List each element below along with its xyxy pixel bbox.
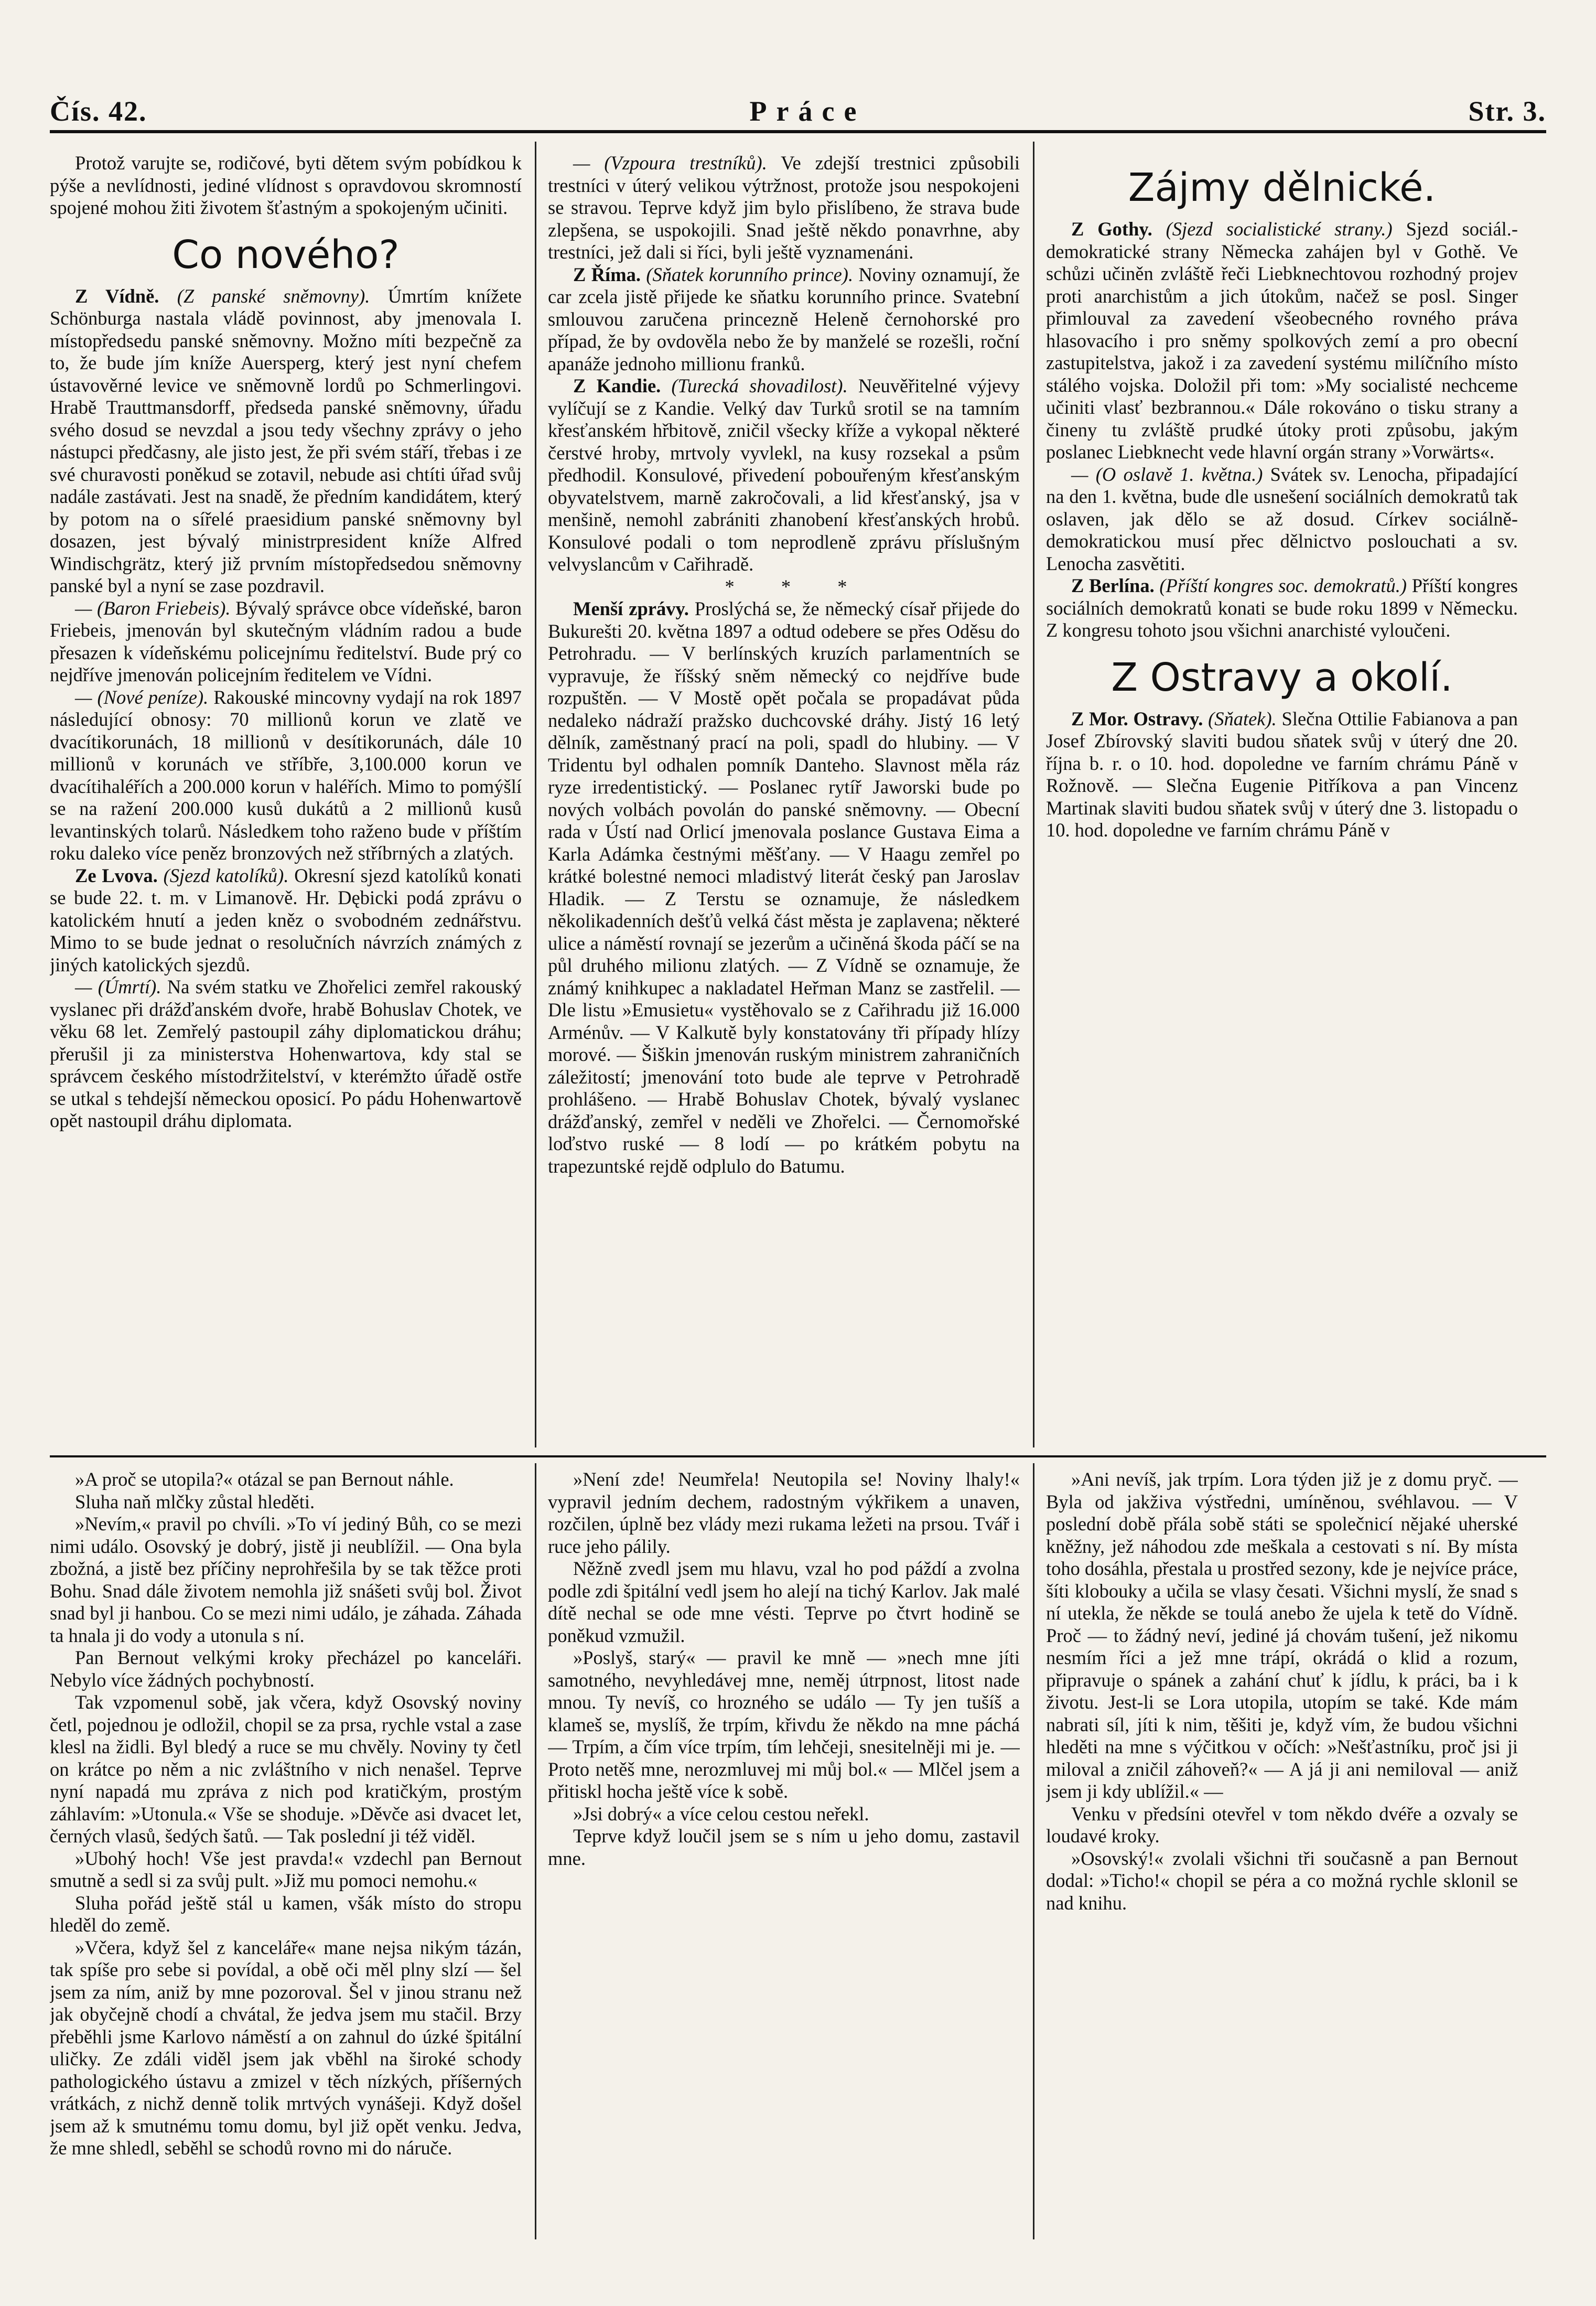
page-number: Str. 3. (1468, 95, 1546, 127)
intro-paragraph: Protož varujte se, rodičové, byti dětem svým pobídkou k pýše a nevlídnosti, jediné vlídnost s opravdovou skromností spojené mohou žiti životem šťastným a spokojeným učiniti. (50, 152, 522, 218)
news-item: — (Vzpoura trestníků). Ve zdejší trestnici způsobili trestníci v úterý velikou výtržnost, protože jsou nespokojeni se stravou. Teprve když jim bylo přislíbeno, že strava bude zlepšena, se uspokojili. Snad ještě někdo ponavrhne, aby trestníci, jež dali si říci, byli ještě vyznamenáni. (548, 152, 1020, 263)
section-heading-news: Co nového? (172, 232, 400, 277)
story-paragraph: »Jsi dobrý« a více celou cestou neřekl. (573, 1803, 869, 1825)
story-paragraph: Venku v předsíni otevřel v tom někdo dvéře a ozvaly se loudavé kroky. (1046, 1803, 1518, 1847)
story-paragraph: »Osovský!« zvolali všichni tři současně a pan Bernout dodal: »Ticho!« chopil se péra a co možná rychle sklonil se nad knihu. (1046, 1847, 1518, 1914)
column-divider (1033, 1463, 1034, 2239)
news-column-2 (548, 152, 1020, 1442)
news-item: Z Říma. (Sňatek korunního prince). Noviny oznamují, že car zcela jistě přijede ke sňatku korunního prince. Svatební smlouvou zaručena princezně Heleně černohorské pro případ, že by ovdověla nebo že by manželé se rozešli, roční apanáže jednoho millionu franků. (548, 263, 1020, 374)
news-item: — (O oslavě 1. května.) Svátek sv. Lenocha, připadající na den 1. května, bude dle usnešení sociálních demokratů tak oslaven, jak dělo se až dosud. Církev sociálně-demokratickou musí přec dělnictvo poslouchati a sv. Lenocha zasvětiti. (1046, 463, 1518, 574)
story-paragraph: Sluha pořád ještě stál u kamen, všák místo do stropu hleděl do země. (50, 1892, 522, 1936)
feuilleton-rule (50, 1455, 1546, 1457)
column-divider (1033, 142, 1034, 1447)
story-paragraph: Pan Bernout velkými kroky přecházel po kanceláři. Nebylo více žádných pochybností. (50, 1647, 522, 1691)
header-rule (50, 130, 1546, 133)
story-column-3 (1046, 1468, 1518, 2234)
story-paragraph: »Není zde! Neumřela! Neutopila se! Noviny lhaly!« vypravil jedním dechem, radostným výkřikem a unaven, rozčilen, úplně bez vlády mezi rukama ležeti na prsou. Tvář i ruce jeho pálily. (548, 1468, 1020, 1557)
news-item: — (Úmrtí). Na svém statku ve Zhořelici zemřel rakouský vyslanec při drážďanském dvoře, hrabě Bohuslav Chotek, ve věku 68 let. Zemřelý pastoupil záhy diplomatickou dráhu; přerušil ji za ministerstva Hohenwartova, kdy stal se správcem českého místodržitelství, v kterémžto úřadě ostře se utkal s tehdejší německou oposicí. Po pádu Hohenwartově opět nastoupil dráhu diplomata. (50, 976, 522, 1131)
page-header (50, 88, 1546, 127)
section-heading-ostrava: Z Ostravy a okolí. (1111, 655, 1453, 700)
news-item: Z Berlína. (Příští kongres soc. demokratů.) Příští kongres sociálních demokratů konati se bude roku 1899 v Německu. Z kongresu tohoto jsou všichni anarchisté vyloučeni. (1046, 575, 1518, 641)
story-paragraph: Tak vzpomenul sobě, jak včera, když Osovský noviny četl, pojednou je odložil, chopil se za prsa, rychle vstal a zase klesl na židli. Byl bledý a ruce se mu chvěly. Noviny ty četl on krátce po něm a nic zvláštního v nich nenašel. Teprve nyní napadá mu zpráva z nich pod kratičkým, prostým záhlavím: »Utonula.« Vše se shoduje. »Děvče asi dvacet let, černých vlasů, šedých šatů. — Tak poslední ji též viděl. (50, 1691, 522, 1847)
news-item: — (Nové peníze). Rakouské mincovny vydají na rok 1897 následující obnosy: 70 millionů korun ve zlatě ve dvacítikorunách, 18 millionů v desítikorunách, dále 10 millionů v korunách ve stříbře, 3,100.000 korun ve dvacítihaléřích a 200.000 korun v haléřích. Mimo to pomýšlí se na ražení 200.000 kusů dukátů a 2 millionů kusů levantinských tolarů. Následkem toho raženo bude v příštím roku daleko více peněz bronzových než stříbrných a zlatých. (50, 686, 522, 864)
news-item: — (Baron Friebeis). Bývalý správce obce vídeňské, baron Friebeis, jmenován byl skutečným vládním radou a bude přesazen k vídeňskému policejnímu ředitelství. Bude prý co nejdříve jmenován policejním ředitelem ve Vídni. (50, 597, 522, 685)
news-item: Z Kandie. (Turecká shovadilost). Neuvěřitelné výjevy vylíčují se z Kandie. Velký dav Turků srotil se na tamním křesťanském hřbitově, zničil všecky kříže a vykopal některé čerstvé hroby, mrtvoly vyvlekl, na kusy rozsekal a psům předhodil. Konsulové, přivedení pobouřeným křesťanským obyvatelstvem, marně zakročovali, a lid křesťanský, jsa v menšině, nemohl zabrániti zhanobení křesťanských hrobů. Konsulové podali o tom neprodleně zprávu příslušným velvyslancům v Cařihradě. (548, 375, 1020, 575)
news-item: Z Gothy. (Sjezd socialistické strany.) Sjezd sociál.-demokratické strany Německa zahájen byl v Gothě. Ve schůzi učiněn zvláště řeči Liebknechtovou rozhodný projev proti anarchistům a jich útokům, načež se posl. Singer přimlouval za zavedení všeobecného rovného práva hlasovacího i pro sněmy spolkových zemí a pro obecní zastupitelstva, jakož i za zavedení systému milíčního místo stálého vojska. Doložil při tom: »My socialisté nechceme učiniti vlasť bezbrannou.« Dále rokováno o tisku strany a čineny tu zvláště prudké útoky proti způsobu, jakým poslanec Liebknecht vede hlavní orgán strany »Vorwärts«. (1046, 218, 1518, 463)
news-item: Z Vídně. (Z panské sněmovny). Úmrtím knížete Schönburga nastala vládě povinnost, aby jmenovala I. místopředsedu panské sněmovny. Možno míti bezpečně za to, že bude jím kníže Auersperg, který jest nyní chefem ústavověrné levice ve sněmovně lordů po Schmerlingovi. Hrabě Trauttmansdorff, předseda panské sněmovny, úřadu svého dosud se nevzdal a jsou tedy všechny zprávy o jeho nástupci předčasny, ale jisto jest, že při svém stáří, třebas i ze své churavosti poněkud se zotavil, nebude asi chtíti úřad svůj nadále zastávati. Jest na snadě, že předním kandidátem, který by potom na o sířelé praesidium panské sněmovny byl dosazen, jest bývalý ministrpresident kníže Alfred Windischgrätz, který již prvním místopředsedou sněmovny panské byl a nyní se zase pozdravil. (50, 285, 522, 596)
story-paragraph: »Nevím,« pravil po chvíli. »To ví jediný Bůh, co se mezi nimi událo. Osovský je dobrý, jistě ji neublížil. — Ona byla zbožná, a jistě bez příčiny neprohřešila by se tak těžce proti Bohu. Snad dále životem nemohla již snášeti svůj bol. Život snad byl ji hanbou. Co se mezi nimi událo, je záhada. Záhada ta hnala ji do vody a utonula s ní. (50, 1513, 522, 1646)
column-divider (535, 1463, 536, 2239)
story-column-1 (50, 1468, 522, 2234)
news-column-3 (1046, 152, 1518, 1442)
news-item: Ze Lvova. (Sjezd katolíků). Okresní sjezd katolíků konati se bude 22. t. m. v Limanově. Hr. Dębicki podá zprávu o katolickém hnutí a jeden kněz o svobodném zednářstvu. Mimo to se bude jednat o resolučních návrzích známých z jiných katolických sjezdů. (50, 864, 522, 975)
issue-number: Čís. 42. (50, 95, 147, 127)
separator-stars: * * * (725, 575, 868, 597)
story-paragraph: »A proč se utopila?« otázal se pan Bernout náhle. (75, 1468, 454, 1490)
story-paragraph: Sluha naň mlčky zůstal hleděti. (75, 1490, 315, 1513)
column-divider (535, 142, 536, 1447)
story-column-2 (548, 1468, 1020, 2234)
story-paragraph: »Včera, když šel z kanceláře« mane nejsa nikým tázán, tak spíše pro sebe si povídal, a obě oči měl plny slzí — šel jsem za ním, aniž by mne pozoroval. Šel v jinou stranu než jak obyčejně chodí a chvátal, že jedva jsem mu stačil. Brzy přeběhli jsme Karlovo náměstí a on zahnul do úzké špitální uličky. Ze zdáli viděl jsem jak vběhl na široké schody pathologického ústavu a zmizel v těch nízkých, příšerných vrátkách, z nichž denně tolik mrtvých vynášeji. Když došel jsem až k smutnému tomu domu, byl již opět venku. Jedva, že mne shledl, seběhl se schodů rovno mi do náruče. (50, 1936, 522, 2159)
story-paragraph: Teprve když loučil jsem se s ním u jeho domu, zastavil mne. (548, 1825, 1020, 1869)
story-paragraph: »Poslyš, starý« — pravil ke mně — »nech mne jíti samotného, nevyhledávej mne, neměj útrpnost, litost nade mnou. Ty nevíš, co hrozného se událo — Ty jen tušíš a klameš se, myslíš, že trpím, křivdu že někdo na mne páchá — Trpím, a čím více trpím, tím lehčeji, snesitelněji mi je. — Proto netěš mne, nerozmluvej mi můj bol.« — Mlčel jsem a přitiskl hocha ještě více k sobě. (548, 1647, 1020, 1802)
news-column-1 (50, 152, 522, 1442)
section-heading-workers: Zájmy dělnické. (1128, 165, 1436, 210)
story-paragraph: »Ani nevíš, jak trpím. Lora týden již je z domu pryč. — Byla od jakživa výstředni, umíněnou, svéhlavou. — V poslední době přála sobě státi se společnicí nějaké uherské kněžny, jež náhodou zde meškala a cestovati s ní. By místa toho dosáhla, přestala u prostřed sezony, kde je nejvíce práce, šíti klobouky a učila se vlasy česati. Všichni myslí, že snad s ní utekla, že někde se toulá anebo že ujela k tetě do Vídně. Proč — to žádný neví, jediné já chovám tušení, jež nikomu nesmím říci a jež mne trápí, okrádá o klid a rozum, připravuje o spánek a zahání chuť k jídlu, k práci, ba i k životu. Jest-li se Lora utopila, utopím se také. Kde mám nabrati síl, jíti k nim, těšiti je, když vím, že budou všichni hleděti na mne s výčitkou v očích: »Nešťastníku, proč jsi ji miloval a zničil záhoveň?« — A já ji ani nemiloval — aniž jsem ji kdy ublížil.« — (1046, 1468, 1518, 1802)
story-paragraph: Něžně zvedl jsem mu hlavu, vzal ho pod páždí a zvolna podle zdi špitální vedl jsem ho alejí na tichý Karlov. Jak malé dítě nechal se ode mne vésti. Teprve po čtvrt hodině se poněkud vzmužil. (548, 1558, 1020, 1646)
story-paragraph: »Ubohý hoch! Vše jest pravda!« vzdechl pan Bernout smutně a sedl si za svůj pult. »Již mu pomoci nemohu.« (50, 1847, 522, 1891)
newspaper-title: Práce (749, 95, 866, 127)
news-item: Menší zprávy. Proslýchá se, že německý císař přijede do Bukurešti 20. května 1897 a odtud odebere se přes Oděsu do Petrohradu. — V berlínských kruzích parlamentních se vypravuje, že říšský sněm německý co nejdříve bude rozpuštěn. — V Mostě opět počala se propadávat půda nedaleko nádraží pražsko duchcovské dráhy. Jistý 16 letý dělník, zaměstnaný prací na poli, spadl do hlubiny. — V Tridentu byl odhalen pomník Danteho. Slavnost měla ráz ryze irredentistický. — Poslanec rytíř Jaworski bude po nových volbách povolán do panské sněmovny. — Obecní rada v Ústí nad Orlicí jmenovala poslance Gustava Eima a Karla Adámka čestnými měšťany. — V Haagu zemřel po krátké bolestné nemoci mladistvý literát český pan Jaroslav Hladik. — Z Terstu se oznamuje, že následkem několikadenních dešťů velká část města je zaplavena; některé ulice a náměstí rovnají se jezerům a učiněná škoda páčí se na půl druhého milionu zlatých. — Z Vídně se oznamuje, že známý knihkupec a nakladatel Heřman Manz se zastřelil. — Dle listu »Emusietu« vystěhovalo se z Cařihradu již 16.000 Arménův. — V Kalkutě byly konstatovány tři případy hlízy morové. — Šiškin jmenován ruským ministrem zahraničních záležitostí; jmenování toto bude ale teprve v Petrohradě prohlášeno. — Hrabě Bohuslav Chotek, bývalý vyslanec drážďanský, zemřel v neděli ve Zhořelci. — Černomořské loďstvo ruské — 8 lodí — po krátkém pobytu na trapezuntské rejdě odplulo do Batumu. (548, 598, 1020, 1177)
news-item: Z Mor. Ostravy. (Sňatek). Slečna Ottilie Fabianova a pan Josef Zbírovský slaviti budou sňatek svůj v úterý dne 20. října b. r. o 10. hod. dopoledne ve farním chrámu Páně v Rožnově. — Slečna Eugenie Pitříkova a pan Vincenz Martinak slaviti budou sňatek svůj v úterý dne 3. listopadu o 10. hod. dopoledne ve farním chrámu Páně v (1046, 707, 1518, 841)
